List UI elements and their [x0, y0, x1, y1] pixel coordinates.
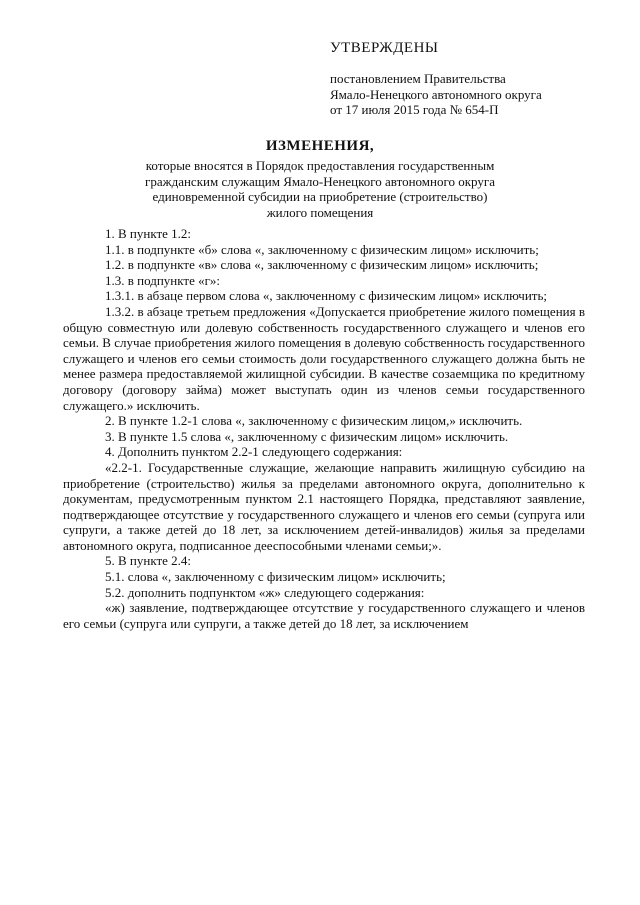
approval-block — [330, 40, 620, 118]
paragraph: 1.2. в подпункте «в» слова «, заключенному с физическим лицом» исключить; — [105, 257, 539, 273]
subtitle-line: единовременной субсидии на приобретение (строительство) — [152, 189, 488, 204]
paragraph: 4. Дополнить пунктом 2.2-1 следующего содержания: — [105, 444, 403, 460]
approval-line: Ямало-Ненецкого автономного округа — [330, 86, 542, 102]
subtitle-line: которые вносятся в Порядок предоставления государственным — [145, 158, 495, 173]
paragraph: 5.2. дополнить подпунктом «ж» следующего содержания: — [105, 584, 425, 600]
paragraph: 1.3. в подпункте «г»: — [105, 272, 221, 288]
paragraph: 1.1. в подпункте «б» слова «, заключенному с физическим лицом» исключить; — [105, 241, 539, 257]
title-block — [60, 138, 580, 220]
document-title: ИЗМЕНЕНИЯ, — [265, 138, 375, 154]
paragraph: 5.1. слова «, заключенному с физическим лицом» исключить; — [105, 569, 446, 585]
subtitle-line: жилого помещения — [266, 204, 374, 220]
paragraph: «ж) заявление, подтверждающее отсутствие у государственного служащего и членов его семьи (супруга или супруги, а также детей до 18 лет, за исключением — [63, 600, 585, 631]
paragraph: 2. В пункте 1.2-1 слова «, заключенному с физическим лицом,» исключить. — [105, 413, 523, 429]
paragraph: 5. В пункте 2.4: — [105, 553, 192, 569]
approval-line: от 17 июля 2015 года № 654-П — [330, 102, 499, 117]
paragraph: 3. В пункте 1.5 слова «, заключенному с физическим лицом» исключить. — [105, 428, 509, 444]
paragraph: «2.2-1. Государственные служащие, желающие направить жилищную субсидию на приобретение (строительство) жилья за пределами автономного округа, дополнительно к документам, предусмотренным пунктом 2.1 настоящего Порядка, представляют заявление, подтверждающее отсутствие у государственного служащего и членов его семьи (супруга или супруги, а также детей до 18 лет, за исключением детей-инвалидов) жилья за пределами автономного округа, подписанное дееспособными членами семьи;». — [63, 459, 585, 553]
paragraph: 1. В пункте 1.2: — [105, 226, 192, 241]
approval-line: постановлением Правительства — [330, 71, 506, 86]
approval-heading: УТВЕРЖДЕНЫ — [330, 40, 439, 56]
document-body — [63, 226, 585, 631]
paragraph: 1.3.2. в абзаце третьем предложения «Допускается приобретение жилого помещения в общую совместную или долевую собственность государственного служащего и членов его семьи. В случае приобретения жилого помещения в долевую собственность государственного служащего и членов его семьи стоимость доли государственного служащего должна быть не менее размера предоставляемой жилищной субсидии. В качестве созаемщика по кредитному договору (договору займа) может выступать один из членов семьи государственного служащего.» исключить. — [63, 303, 586, 413]
subtitle-line: гражданским служащим Ямало-Ненецкого автономного округа — [145, 173, 495, 189]
paragraph: 1.3.1. в абзаце первом слова «, заключенному с физическим лицом» исключить; — [105, 288, 548, 304]
